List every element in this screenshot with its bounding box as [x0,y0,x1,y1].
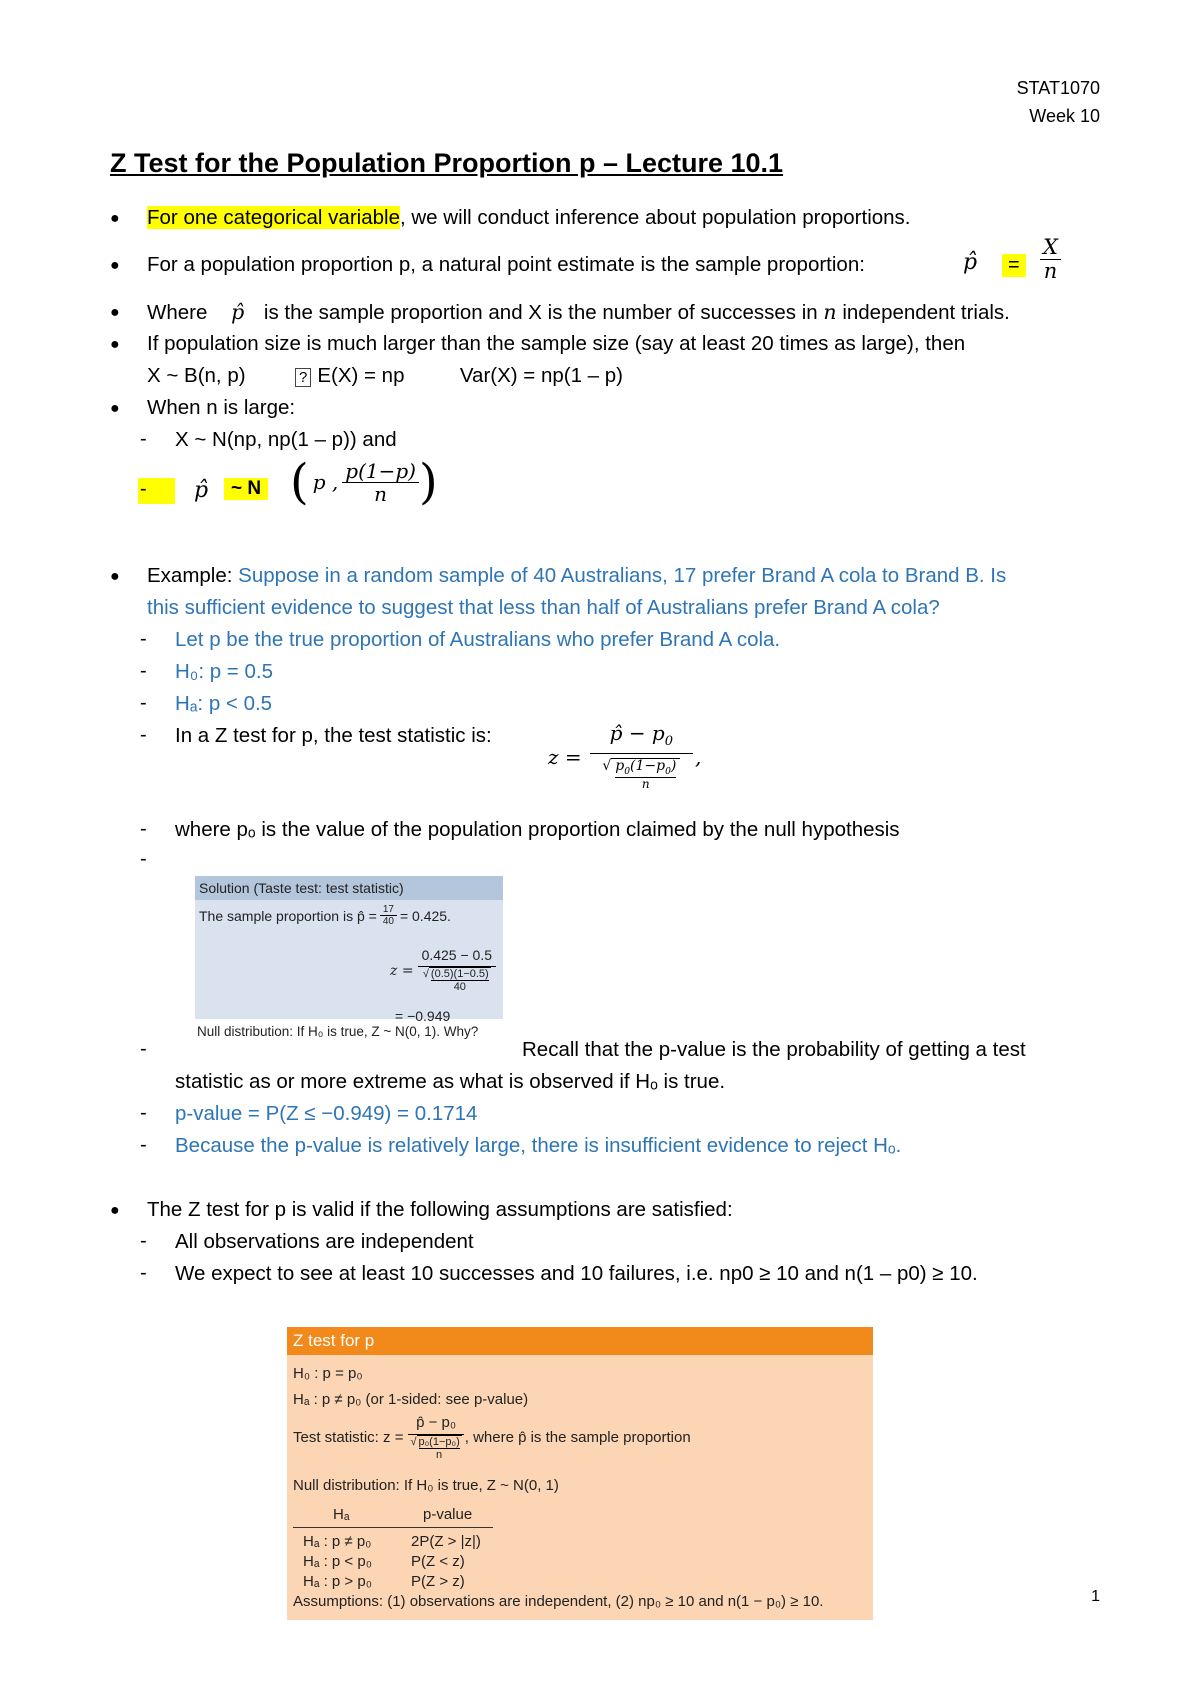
bullet-3: Where p̂ is the sample proportion and X is the number of successes in n independent trials. [147,300,1010,324]
assumption-2: We expect to see at least 10 successes and 10 failures, i.e. np0 ≥ 10 and n(1 – p0) ≥ 10. [175,1262,978,1285]
example-text-1: Example: Suppose in a random sample of 40 Australians, 17 prefer Brand A cola to Brand B. Is [147,564,1007,587]
bullet-2-text: For a population proportion p, a natural point estimate is the sample proportion: [147,253,865,276]
z-test-summary-box [287,1327,873,1620]
null-hypothesis: H₀: p = 0.5 [175,660,273,683]
solution-z-result: = −0.949 [395,1008,451,1024]
z-test-heading: Z test for p [287,1327,873,1355]
normal-approx-x: X ~ N(np, np(1 – p)) and [175,428,397,451]
z-test-statistic: Test statistic: z = p̂ − p₀ √ $\frac{\text{p₀(1−p₀)}}{n}$ , where p̂ is the sample proportion [293,1414,691,1461]
table-header: Hₐ p-value [293,1502,493,1528]
p0-definition: where pₒ is the value of the population proportion claimed by the null hypothesis [175,818,900,841]
dash-icon: - [140,692,147,714]
conclusion: Because the p-value is relatively large, there is insufficient evidence to reject Hₒ. [175,1134,902,1157]
dash-icon: - [140,628,147,650]
dash-icon: - [140,724,147,746]
alt-hypothesis-cell: Hₐ : p ≠ p₀ [303,1533,372,1550]
dash-icon: - [140,1230,147,1252]
course-code: STAT1070 [1016,78,1100,98]
recall-text-1: Recall that the p-value is the probability of getting a test [522,1038,1026,1061]
dash-icon: - [140,1038,147,1060]
assumption-1: All observations are independent [175,1230,474,1253]
p-value-cell: P(Z > z) [411,1573,465,1590]
bullet-1 [147,206,911,230]
bullet-icon: ● [110,304,120,321]
dash-icon: - [140,818,147,840]
p-value-table [293,1502,493,1592]
page-number: 1 [1091,1588,1100,1605]
dash-icon: - [138,478,175,504]
dash-icon: - [140,848,147,870]
bullet-4-distribution: X ~ B(n, p) ? E(X) = np Var(X) = np(1 – p) [147,364,624,387]
solution-caption: Null distribution: If H₀ is true, Z ~ N(0, 1). Why? [197,1024,479,1039]
alt-hypothesis: Hₐ: p < 0.5 [175,692,273,715]
bullet-4-text: If population size is much larger than the sample size (say at least 20 times as large), then [147,332,966,355]
bullet-1-text: , we will conduct inference about population proportions. [399,206,911,229]
bullet-icon: ● [110,400,120,417]
p-hat-symbol: p̂ [963,250,978,275]
z-test-assumptions: Assumptions: (1) observations are independent, (2) np₀ ≥ 10 and n(1 − p₀) ≥ 10. [293,1593,824,1610]
table-row [293,1552,493,1572]
recall-text-2: statistic as or more extreme as what is observed if Hₒ is true. [175,1070,726,1093]
alt-hypothesis-cell: Hₐ : p > p₀ [303,1573,372,1590]
bullet-icon: ● [110,1202,120,1219]
z-test-null: H₀ : p = p₀ [293,1365,363,1382]
bullet-icon: ● [110,210,120,227]
alt-hypothesis-cell: Hₐ : p < p₀ [303,1553,372,1570]
solution-z-formula: z = 0.425 − 0.5 √ $\frac{(0.5)(1-0.5)}{40}$ [390,948,496,994]
p-hat-symbol: p̂ [231,300,245,324]
table-row [293,1532,493,1552]
p-value-cell: 2P(Z > |z|) [411,1533,481,1550]
p-value-result: p-value = P(Z ≤ −0.949) = 0.1714 [175,1102,478,1125]
normal-approx-p-hat: ( p , $\frac{p(1-p)}{n}$ ) [290,454,438,510]
bullet-icon: ● [110,336,120,353]
assumptions-intro: The Z test for p is valid if the following assumptions are satisfied: [147,1198,733,1221]
table-row [293,1572,493,1592]
test-statistic-formula: z = p̂ − $p_0$ √ $\frac{p_0(1-p_0)}{n}$ , [548,721,702,792]
dash-icon: - [140,1262,147,1284]
sample-proportion-line: The sample proportion is p̂ = $\frac{17}{40}$ = 0.425. [199,904,451,927]
example-definition: Let p be the true proportion of Australians who prefer Brand A cola. [175,628,781,651]
bullet-icon: ● [110,568,120,585]
tilde-n-highlight: ~ N [224,478,268,500]
equals-highlight: = [1002,254,1026,277]
solution-box [195,876,503,1024]
bullet-icon: ● [110,257,120,274]
fraction-x-over-n: $\frac{X}{n}$ [1040,236,1061,283]
implies-icon: ? [295,368,311,387]
p-hat-symbol: p̂ [194,478,209,503]
dash-icon: - [140,428,147,450]
example-text-2: this sufficient evidence to suggest that less than half of Australians prefer Brand A cola? [147,596,940,619]
dash-icon: - [140,1134,147,1156]
z-test-alt: Hₐ : p ≠ p₀ (or 1-sided: see p-value) [293,1391,529,1408]
week-label: Week 10 [1029,106,1100,126]
page-title: Z Test for the Population Proportion p – Lecture 10.1 [110,148,784,178]
bullet-1-highlight: For one categorical variable [147,206,400,229]
p-value-cell: P(Z < z) [411,1553,465,1570]
bullet-5-text: When n is large: [147,396,296,419]
test-statistic-intro: In a Z test for p, the test statistic is: [175,724,492,747]
z-test-null-distribution: Null distribution: If H₀ is true, Z ~ N(0, 1) [293,1477,559,1494]
solution-heading: Solution (Taste test: test statistic) [195,876,503,900]
dash-icon: - [140,1102,147,1124]
dash-icon: - [140,660,147,682]
